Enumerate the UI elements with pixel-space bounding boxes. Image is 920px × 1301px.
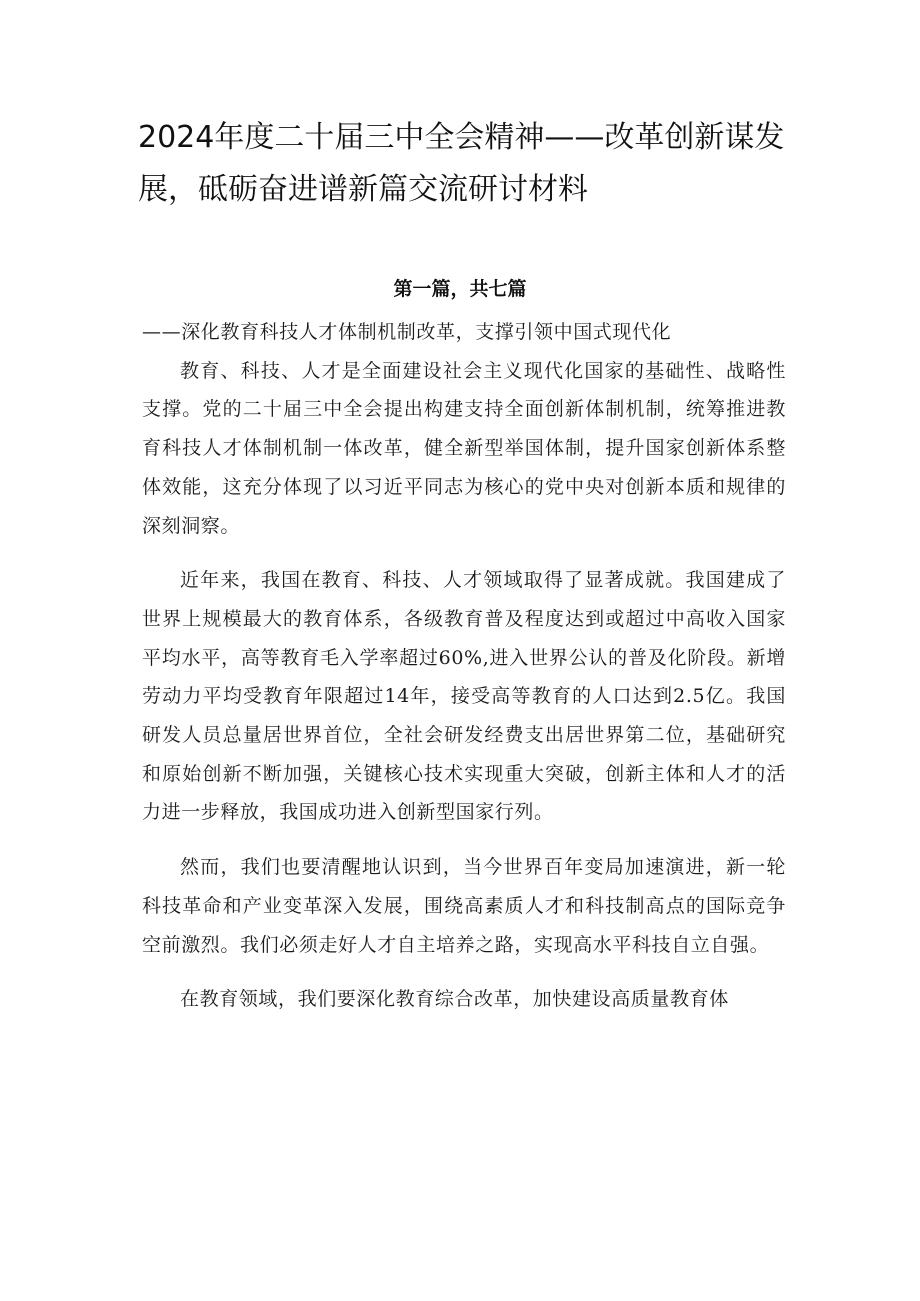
document-subtitle: ——深化教育科技人才体制机制改革，支撑引领中国式现代化: [142, 321, 672, 343]
document-title: 2024年度二十届三中全会精神——改革创新谋发展，砥砺奋进谱新篇交流研讨材料: [138, 120, 785, 207]
body-paragraph: 然而，我们也要清醒地认识到，当今世界百年变局加速演进，新一轮科技革命和产业变革深入发展，围绕高素质人才和科技制高点的国际竞争空前激烈。我们必须走好人才自主培养之路，实现高水平科技自立自强。: [142, 856, 786, 956]
section-heading: 第一篇，共七篇: [393, 278, 527, 300]
body-paragraph: 教育、科技、人才是全面建设社会主义现代化国家的基础性、战略性支撑。党的二十届三中全会提出构建支持全面创新体制机制，统筹推进教育科技人才体制机制一体改革，健全新型举国体制，提升国家创新体系整体效能，这充分体现了以习近平同志为核心的党中央对创新本质和规律的深刻洞察。: [142, 359, 786, 537]
body-paragraph: 在教育领域，我们要深化教育综合改革，加快建设高质量教育体: [180, 988, 729, 1011]
body-paragraph: 近年来，我国在教育、科技、人才领域取得了显著成就。我国建成了世界上规模最大的教育体系，各级教育普及程度达到或超过中高收入国家平均水平，高等教育毛入学率超过60%,进入世界公认的普及化阶段。新增劳动力平均受教育年限超过14年，接受高等教育的人口达到2.5亿。我国研发人员总量居世界首位，全社会研发经费支出居世界第二位，基础研究和原始创新不断加强，关键核心技术实现重大突破，创新主体和人才的活力进一步释放，我国成功进入创新型国家行列。: [142, 569, 786, 824]
document-body: [142, 313, 786, 1019]
